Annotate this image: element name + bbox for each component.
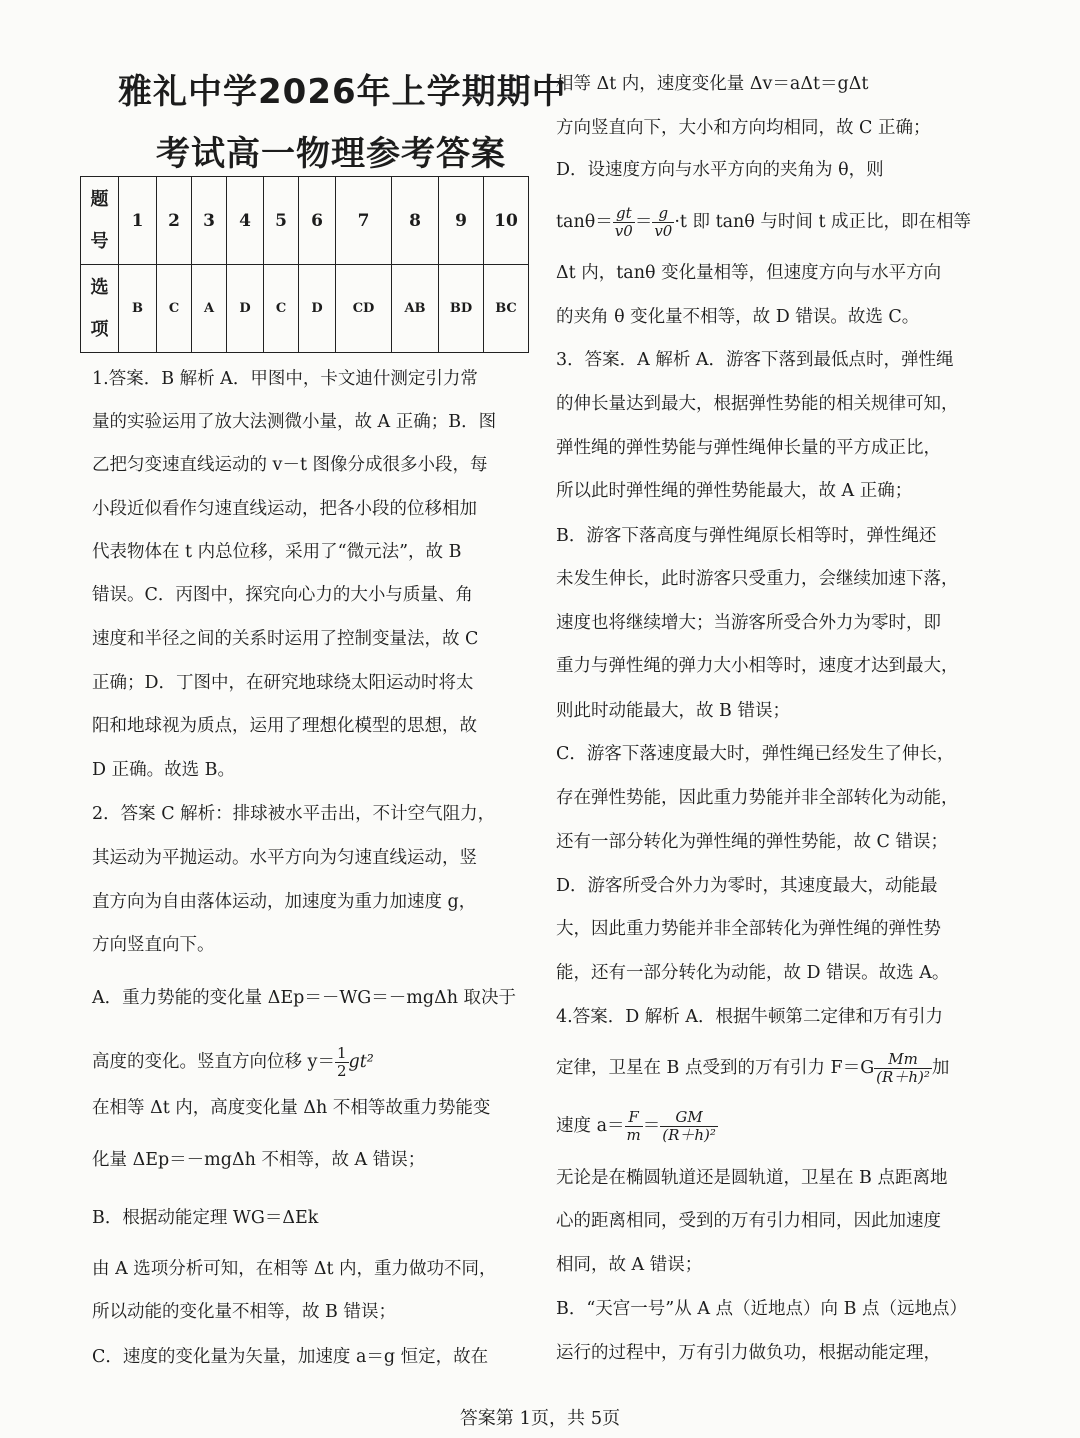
- question-number: 8: [392, 177, 439, 265]
- fraction-numerator: Mm: [874, 1051, 932, 1069]
- title-line-1: 雅礼中学2026年上学期期中: [118, 72, 567, 112]
- question-number: 1: [119, 177, 157, 265]
- text-line: 的夹角 θ 变化量不相等，故 D 错误。故选 C。: [556, 307, 920, 327]
- answer-cell: B: [119, 265, 157, 353]
- formula-tail: gt²: [348, 1052, 374, 1072]
- question-number: 2: [157, 177, 192, 265]
- text-line: 量的实验运用了放大法测微小量，故 A 正确；B．图: [92, 412, 497, 432]
- text-line: 的伸长量达到最大，根据弹性势能的相关规律可知，: [556, 394, 959, 414]
- text-line: 相等 Δt 内，速度变化量 Δv＝aΔt＝gΔt: [556, 74, 869, 94]
- answer-cell: A: [192, 265, 227, 353]
- fraction-denominator: m: [626, 1126, 641, 1144]
- text-line: 方向竖直向下。: [92, 935, 215, 955]
- text-line: 3．答案．A 解析 A．游客下落到最低点时，弹性绳: [556, 350, 954, 370]
- fraction: [613, 205, 635, 240]
- formula-line: [556, 200, 996, 244]
- fraction-denominator: (R＋h)²: [662, 1126, 716, 1144]
- text-line: 未发生伸长，此时游客只受重力，会继续加速下落，: [556, 569, 959, 589]
- text-line: 1.答案．B 解析 A．甲图中，卡文迪什测定引力常: [92, 369, 478, 389]
- text-line: 心的距离相同，受到的万有引力相同，因此加速度: [556, 1211, 941, 1231]
- text-line: B．“天宫一号”从 A 点（近地点）向 B 点（远地点）: [556, 1299, 968, 1319]
- fraction-denominator: (R＋h)²: [876, 1068, 930, 1086]
- answer-cell: C: [157, 265, 192, 353]
- text-line: 错误。C．丙图中，探究向心力的大小与质量、角: [92, 585, 473, 605]
- fraction: [660, 1109, 718, 1144]
- answer-cell: D: [299, 265, 336, 353]
- fraction-numerator: F: [625, 1109, 643, 1127]
- text-line: 重力与弹性绳的弹力大小相等时，速度才达到最大，: [556, 656, 959, 676]
- text-line: 弹性绳的弹性势能与弹性绳伸长量的平方成正比，: [556, 438, 941, 458]
- equals-sign: ＝: [634, 212, 653, 232]
- text-line: C．游客下落速度最大时，弹性绳已经发生了伸长，: [556, 744, 955, 764]
- formula-text: tanθ＝: [556, 212, 613, 232]
- answer-table: [80, 176, 529, 353]
- text-line: 速度也将继续增大；当游客所受合外力为零时，即: [556, 613, 941, 633]
- text-line: C．速度的变化量为矢量，加速度 a＝g 恒定，故在: [92, 1347, 489, 1367]
- fraction: [335, 1045, 349, 1080]
- text-line: 存在弹性势能，因此重力势能并非全部转化为动能，: [556, 788, 959, 808]
- question-number: 9: [439, 177, 484, 265]
- text-line: 直方向为自由落体运动，加速度为重力加速度 g，: [92, 892, 477, 912]
- title-line-2: 考试高一物理参考答案: [156, 134, 506, 174]
- formula-line: [556, 1046, 996, 1090]
- question-number: 7: [336, 177, 392, 265]
- table-row-numbers: [81, 177, 529, 265]
- row-header-option: [81, 265, 119, 353]
- text-line: D．游客所受合外力为零时，其速度最大，动能最: [556, 876, 938, 896]
- answer-cell: CD: [336, 265, 392, 353]
- text-line: 相同，故 A 错误；: [556, 1255, 703, 1275]
- text-line: 2．答案 C 解析：排球被水平击出，不计空气阻力，: [92, 804, 496, 824]
- text-line: A．重力势能的变化量 ΔEp＝－WG＝－mgΔh 取决于: [92, 988, 517, 1008]
- text-line: 乙把匀变速直线运动的 v－t 图像分成很多小段，每: [92, 455, 488, 475]
- text-line: 小段近似看作匀速直线运动，把各小段的位移相加: [92, 499, 477, 519]
- fraction-numerator: g: [652, 205, 674, 223]
- formula-text: 速度 a＝: [556, 1116, 625, 1136]
- question-number: 6: [299, 177, 336, 265]
- fraction-denominator: 2: [336, 1062, 347, 1080]
- header-char: 题: [90, 188, 109, 210]
- text-line: 所以此时弹性绳的弹性势能最大，故 A 正确；: [556, 481, 913, 501]
- text-line: 阳和地球视为质点，运用了理想化模型的思想，故: [92, 716, 477, 736]
- text-line: 代表物体在 t 内总位移，采用了“微元法”，故 B: [92, 542, 462, 562]
- row-header-number: [81, 177, 119, 265]
- text-line: D．设速度方向与水平方向的夹角为 θ，则: [556, 160, 884, 180]
- text-line: 在相等 Δt 内，高度变化量 Δh 不相等故重力势能变: [92, 1098, 491, 1118]
- formula-line: [92, 1040, 532, 1084]
- header-char: 项: [90, 318, 109, 340]
- text-line: B．游客下落高度与弹性绳原长相等时，弹性绳还: [556, 526, 937, 546]
- formula-text: 高度的变化。竖直方向位移 y＝: [92, 1052, 335, 1072]
- answer-cell: C: [264, 265, 299, 353]
- text-line: 无论是在椭圆轨道还是圆轨道，卫星在 B 点距离地: [556, 1168, 948, 1188]
- text-line: 其运动为平抛运动。水平方向为匀速直线运动，竖: [92, 848, 477, 868]
- text-line: 运行的过程中，万有引力做负功，根据动能定理，: [556, 1343, 941, 1363]
- fraction-denominator: v0: [654, 222, 673, 240]
- text-line: 速度和半径之间的关系时运用了控制变量法，故 C: [92, 629, 479, 649]
- answer-cell: D: [227, 265, 264, 353]
- formula-tail: 加: [931, 1058, 950, 1078]
- formula-line: [556, 1104, 996, 1148]
- fraction-numerator: gt: [613, 205, 635, 223]
- formula-tail: ·t 即 tanθ 与时间 t 成正比，即在相等: [674, 212, 972, 232]
- header-char: 选: [90, 276, 109, 298]
- text-line: 能，还有一部分转化为动能，故 D 错误。故选 A。: [556, 963, 950, 983]
- page-footer: 答案第 1页，共 5页: [459, 1408, 621, 1429]
- fraction-denominator: v0: [614, 222, 633, 240]
- question-number: 10: [484, 177, 529, 265]
- text-line: Δt 内，tanθ 变化量相等，但速度方向与水平方向: [556, 263, 942, 283]
- answer-cell: BD: [439, 265, 484, 353]
- text-line: 正确；D．丁图中，在研究地球绕太阳运动时将太: [92, 673, 474, 693]
- answer-cell: AB: [392, 265, 439, 353]
- header-char: 号: [90, 230, 109, 252]
- fraction-numerator: 1: [336, 1044, 347, 1062]
- answer-cell: BC: [484, 265, 529, 353]
- text-line: D 正确。故选 B。: [92, 760, 236, 780]
- formula-text: 定律，卫星在 B 点受到的万有引力 F＝G: [556, 1058, 875, 1078]
- fraction-numerator: GM: [660, 1109, 718, 1127]
- fraction: [874, 1051, 932, 1086]
- text-line: 化量 ΔEp＝－mgΔh 不相等，故 A 错误；: [92, 1150, 426, 1170]
- question-number: 3: [192, 177, 227, 265]
- text-line: 4.答案．D 解析 A．根据牛顿第二定律和万有引力: [556, 1007, 943, 1027]
- question-number: 4: [227, 177, 264, 265]
- text-line: 则此时动能最大，故 B 错误；: [556, 701, 790, 721]
- text-line: B．根据动能定理 WG＝ΔEk: [92, 1208, 319, 1228]
- text-line: 方向竖直向下，大小和方向均相同，故 C 正确；: [556, 118, 931, 138]
- text-line: 大，因此重力势能并非全部转化为弹性绳的弹性势: [556, 919, 941, 939]
- question-number: 5: [264, 177, 299, 265]
- text-line: 所以动能的变化量不相等，故 B 错误；: [92, 1302, 396, 1322]
- text-line: 由 A 选项分析可知，在相等 Δt 内，重力做功不同，: [92, 1259, 497, 1279]
- table-row-answers: [81, 265, 529, 353]
- fraction: [625, 1109, 643, 1144]
- fraction: [652, 205, 674, 240]
- text-line: 还有一部分转化为弹性绳的弹性势能，故 C 错误；: [556, 832, 949, 852]
- equals-sign: ＝: [642, 1116, 661, 1136]
